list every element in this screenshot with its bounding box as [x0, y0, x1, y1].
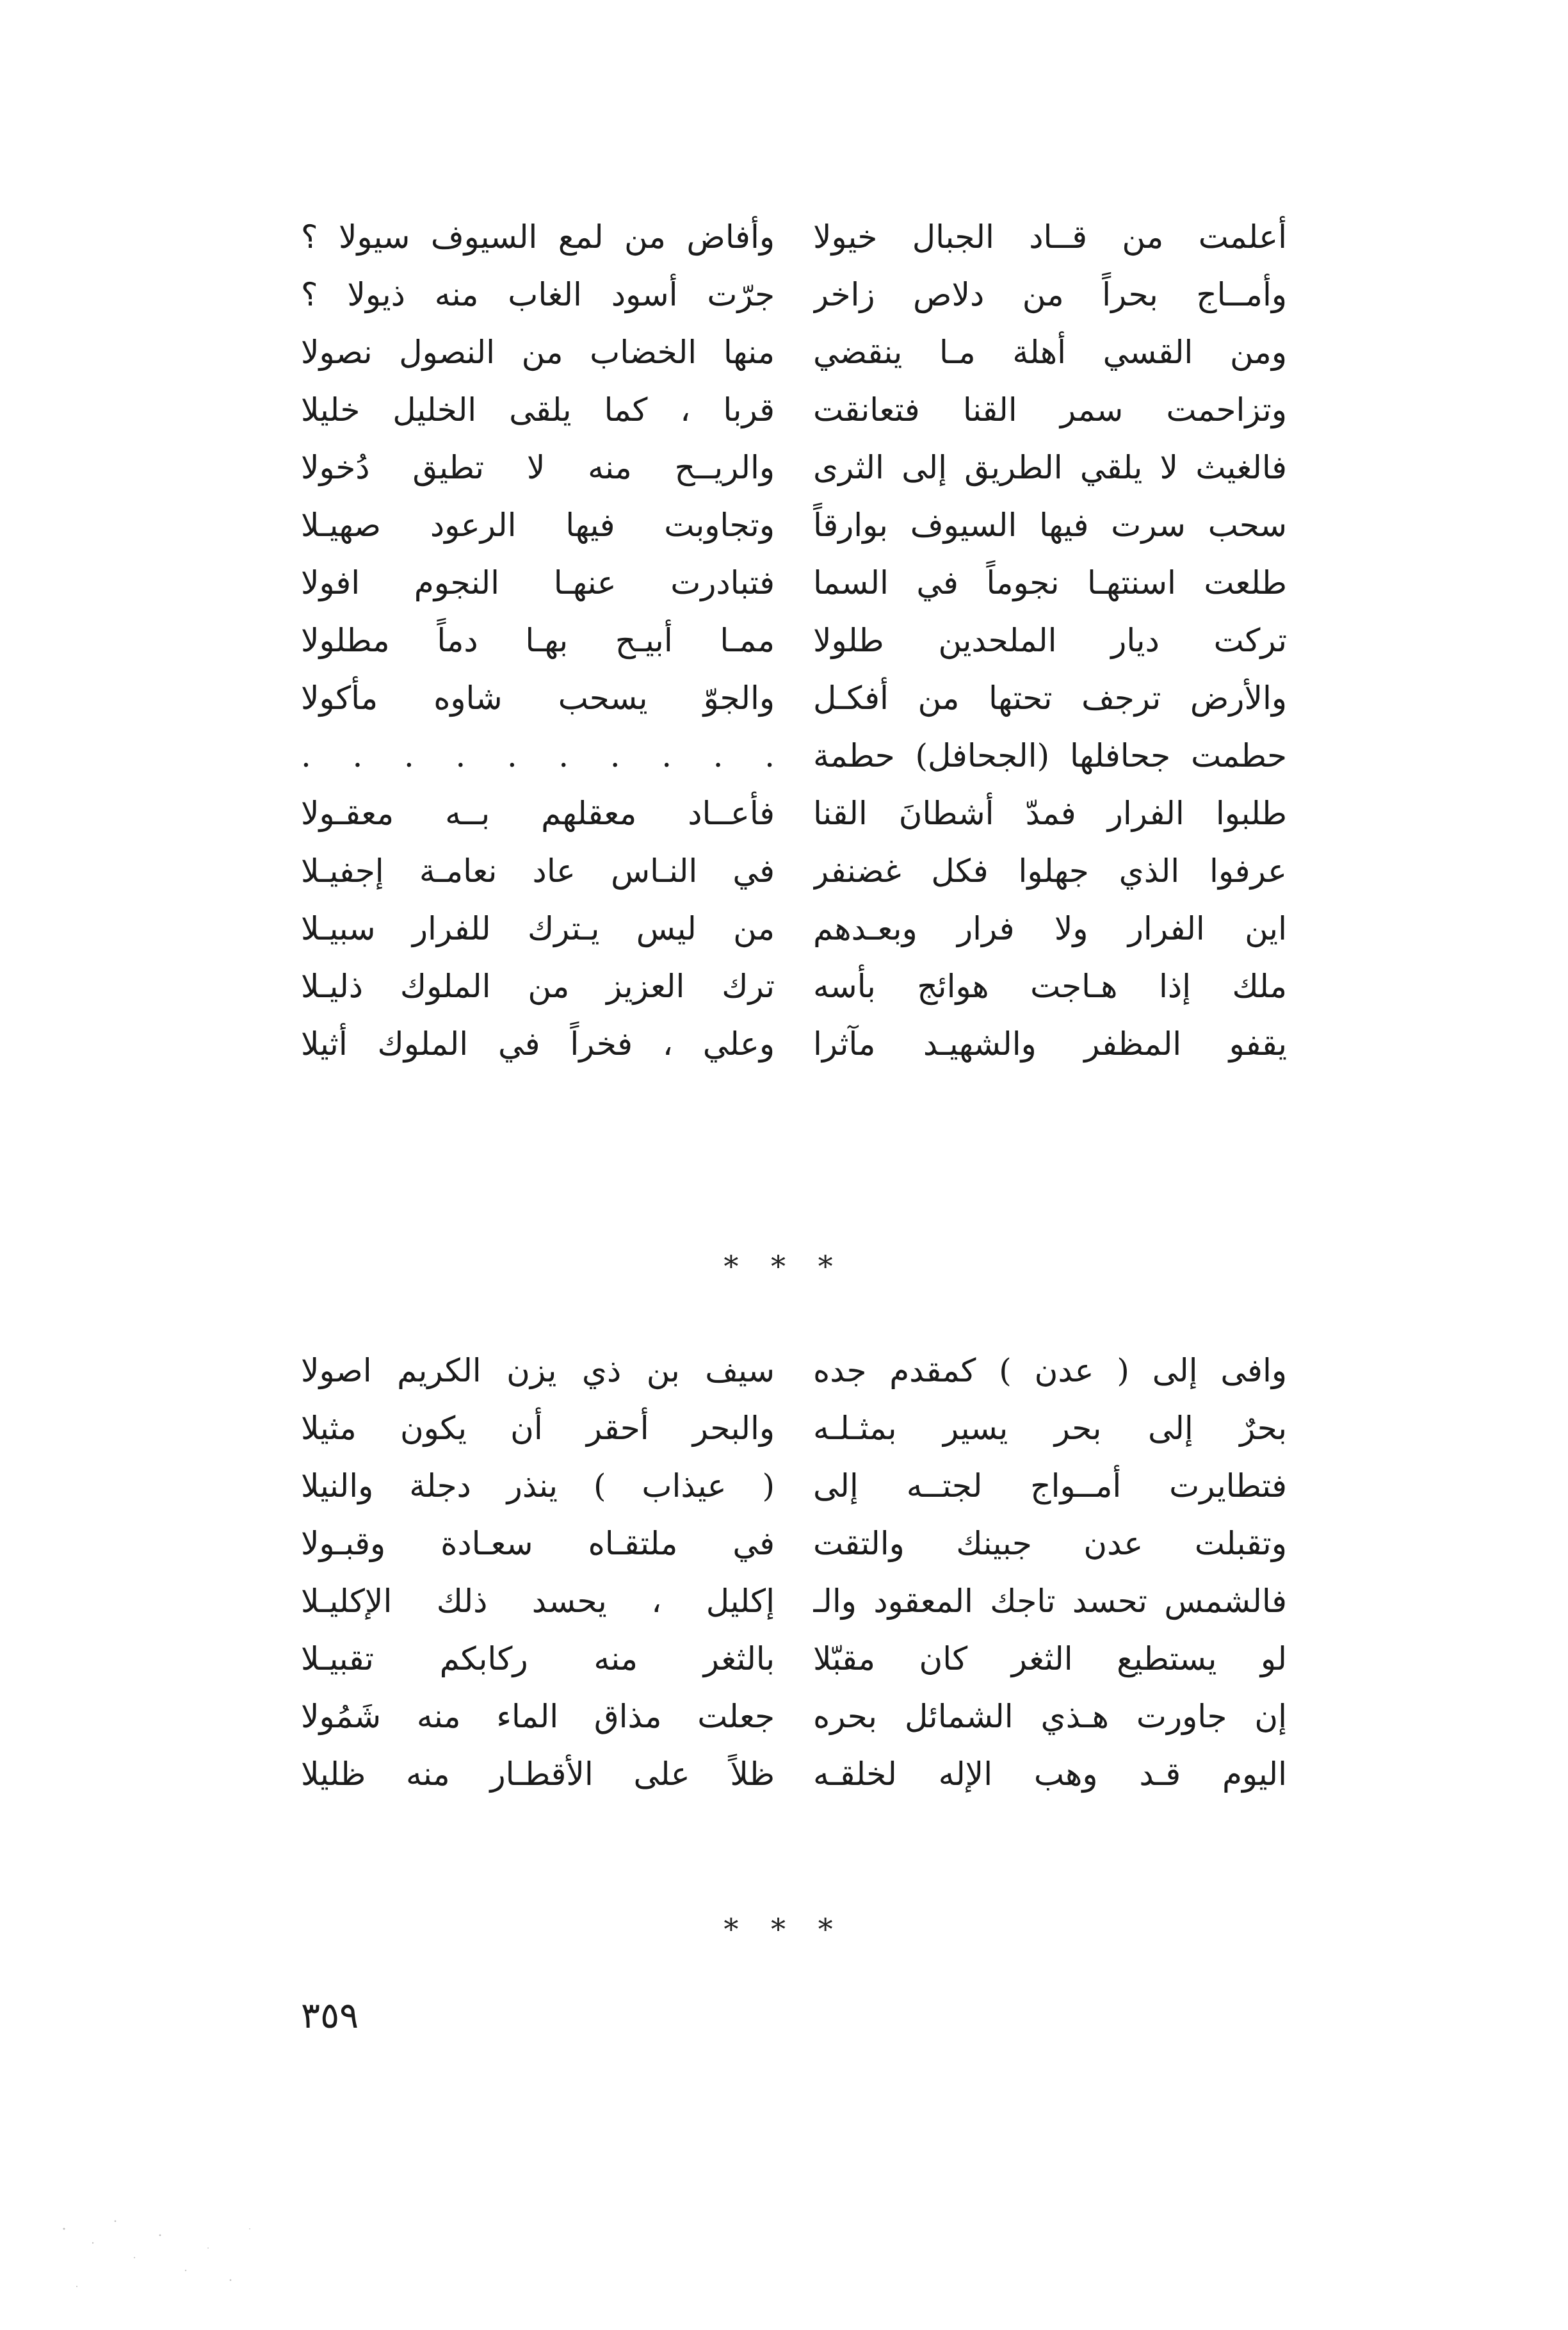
verse-line — [301, 1688, 1287, 1745]
verse-first-hemistich: فالشمس تحسد تاجك المعقود والـ — [813, 1583, 1287, 1620]
section-separator: * * * — [723, 1249, 845, 1283]
verse-first-hemistich: بحرٌ إلى بحر يسير بمثـلـه — [813, 1410, 1287, 1447]
verse-second-hemistich: والبحر أحقر أن يكون مثيلا — [301, 1410, 775, 1447]
verse-line — [301, 554, 1287, 612]
verse-line — [301, 727, 1287, 785]
verse-line — [301, 1399, 1287, 1457]
verse-line — [301, 1630, 1287, 1688]
poem-stanza-1 — [301, 208, 1287, 1073]
verse-line — [301, 266, 1287, 323]
verse-first-hemistich: طلعت اسنتهـا نجوماً في السما — [813, 564, 1287, 601]
verse-first-hemistich: عرفوا الذي جهلوا فكل غضنفر — [813, 852, 1287, 890]
verse-first-hemistich: فتطايرت أمــواج لجتــه إلى — [813, 1467, 1287, 1504]
verse-second-hemistich: إكليل ، يحسد ذلك الإكليـلا — [301, 1583, 775, 1620]
verse-line — [301, 1572, 1287, 1630]
verse-first-hemistich: يقفو المظفر والشهيـد مآثرا — [813, 1025, 1287, 1063]
verse-line — [301, 381, 1287, 439]
verse-line — [301, 496, 1287, 554]
verse-line — [301, 612, 1287, 669]
verse-second-hemistich: في ملتقـاه سعـادة وقبـولا — [301, 1525, 775, 1562]
verse-second-hemistich: وعلي ، فخراً في الملوك أثيلا — [301, 1025, 775, 1063]
verse-second-hemistich: والريــح منه لا تطيق دُخولا — [301, 449, 775, 486]
verse-second-hemistich: سيف بن ذي يزن الكريم اصولا — [301, 1352, 775, 1389]
verse-second-hemistich: بالثغر منه ركابكم تقبيـلا — [301, 1640, 775, 1677]
verse-first-hemistich: حطمت جحافلها (الجحافل) حطمة — [813, 737, 1287, 774]
page-number: ٣٥٩ — [301, 1995, 359, 2037]
verse-line — [301, 785, 1287, 842]
verse-line — [301, 1745, 1287, 1803]
verse-line — [301, 1515, 1287, 1572]
verse-first-hemistich: فالغيث لا يلقي الطريق إلى الثرى — [813, 449, 1287, 486]
verse-second-hemistich: فتبادرت عنهـا النجوم افولا — [301, 564, 775, 601]
verse-first-hemistich: تركت ديار الملحدين طلولا — [813, 622, 1287, 659]
verse-first-hemistich: أعلمت من قــاد الجبال خيولا — [813, 218, 1287, 256]
verse-line — [301, 842, 1287, 900]
verse-first-hemistich: إن جاورت هـذي الشمائل بحره — [813, 1698, 1287, 1735]
verse-line — [301, 957, 1287, 1015]
verse-first-hemistich: لو يستطيع الثغر كان مقبّلا — [813, 1640, 1287, 1677]
verse-line — [301, 439, 1287, 496]
verse-first-hemistich: وتقبلت عدن جبينك والتقت — [813, 1525, 1287, 1562]
verse-second-hemistich: ظلاً على الأقطـار منه ظليلا — [301, 1756, 775, 1793]
verse-first-hemistich: وأمــاج بحراً من دلاص زاخر — [813, 276, 1287, 313]
verse-first-hemistich: اين الفرار ولا فرار وبعـدهم — [813, 910, 1287, 947]
verse-first-hemistich: ومن القسي أهلة مـا ينقضي — [813, 334, 1287, 371]
verse-first-hemistich: اليوم قـد وهب الإله لخلقـه — [813, 1756, 1287, 1793]
section-separator: * * * — [723, 1912, 845, 1946]
verse-first-hemistich: سحب سرت فيها السيوف بوارقاً — [813, 507, 1287, 544]
verse-line — [301, 669, 1287, 727]
verse-first-hemistich: والأرض ترجف تحتها من أفكـل — [813, 680, 1287, 717]
paper-speckles — [38, 2210, 269, 2306]
verse-line — [301, 900, 1287, 957]
verse-second-hemistich: والجوّ يسحب شاوه مأكولا — [301, 680, 775, 717]
verse-second-hemistich: ترك العزيز من الملوك ذليـلا — [301, 968, 775, 1005]
verse-second-hemistich: وتجاوبت فيها الرعود صهيـلا — [301, 507, 775, 544]
verse-line — [301, 208, 1287, 266]
verse-first-hemistich: وتزاحمت سمر القنا فتعانقت — [813, 391, 1287, 428]
poem-stanza-2 — [301, 1342, 1287, 1803]
verse-second-hemistich: في النـاس عاد نعامـة إجفيـلا — [301, 852, 775, 890]
verse-second-hemistich: ممـا أبيـح بهـا دماً مطلولا — [301, 622, 775, 659]
verse-first-hemistich: ملك إذا هـاجت هوائج بأسه — [813, 968, 1287, 1005]
verse-second-hemistich: قربا ، كما يلقى الخليل خليلا — [301, 391, 775, 428]
verse-second-hemistich: . . . . . . . . . . — [301, 737, 775, 774]
verse-second-hemistich: جرّت أسود الغاب منه ذيولا ؟ — [301, 276, 775, 313]
verse-second-hemistich: وأفاض من لمع السيوف سيولا ؟ — [301, 218, 775, 256]
verse-first-hemistich: وافى إلى ( عدن ) كمقدم جده — [813, 1352, 1287, 1389]
verse-second-hemistich: من ليس يـترك للفرار سبيـلا — [301, 910, 775, 947]
verse-second-hemistich: ( عيذاب ) ينذر دجلة والنيلا — [301, 1467, 775, 1504]
verse-first-hemistich: طلبوا الفرار فمدّ أشطانَ القنا — [813, 795, 1287, 832]
verse-line — [301, 1457, 1287, 1515]
verse-line — [301, 323, 1287, 381]
verse-second-hemistich: منها الخضاب من النصول نصولا — [301, 334, 775, 371]
verse-second-hemistich: فأعــاد معقلهم بــه معقـولا — [301, 795, 775, 832]
verse-line — [301, 1342, 1287, 1399]
verse-line — [301, 1015, 1287, 1073]
verse-second-hemistich: جعلت مذاق الماء منه شَمُولا — [301, 1698, 775, 1735]
